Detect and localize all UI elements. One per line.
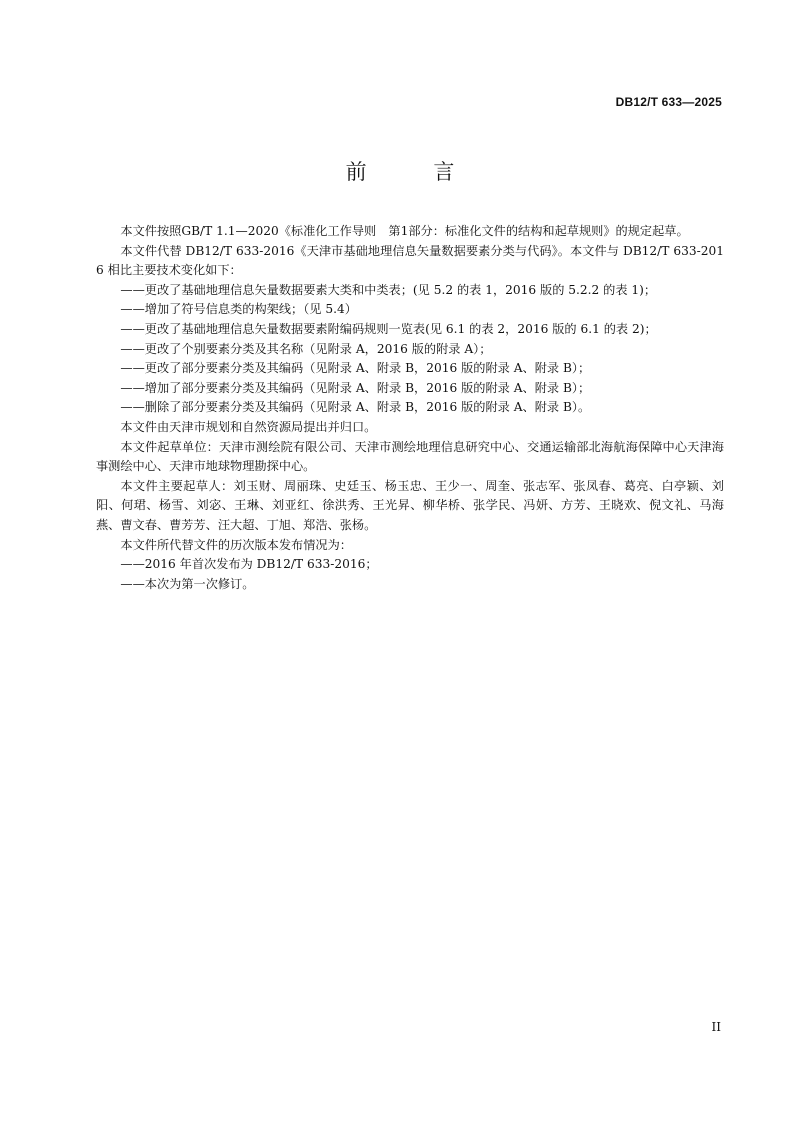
change-item: ——增加了符号信息类的构架线；（见 5.4） (120, 302, 357, 317)
page-number: II (711, 1020, 721, 1034)
change-item: ——更改了基础地理信息矢量数据要素附编码规则一览表(见 6.1 的表 2，2016 版的 6.1 的表 2)； (120, 321, 657, 336)
change-item: ——增加了部分要素分类及其编码（见附录 A、附录 B，2016 版的附录 A、附录 B）； (120, 380, 591, 395)
change-item: ——更改了个别要素分类及其名称（见附录 A，2016 版的附录 A）； (120, 341, 492, 356)
paragraph-proposer: 本文件由天津市规划和自然资源局提出并归口。 (120, 419, 377, 434)
foreword-body (96, 222, 724, 594)
paragraph-history-intro: 本文件所代替文件的历次版本发布情况为： (120, 537, 352, 552)
history-item: ——2016 年首次发布为 DB12/T 633-2016； (120, 557, 378, 572)
paragraph-drafting-rules: 本文件按照GB/T 1.1—2020《标准化工作导则 第1部分：标准化文件的结构和起草规则》的规定起草。 (120, 224, 689, 238)
paragraph-drafters: 本文件主要起草人：刘玉财、周丽珠、史廷玉、杨玉忠、王少一、周奎、张志军、张凤春、葛亮、白亭颖、刘阳、何珺、杨雪、刘宓、王琳、刘亚红、徐洪秀、王光昇、柳华桥、张学民、冯妍、方芳、王晓欢、倪文礼、马海燕、曹文春、曹芳芳、汪大超、丁旭、郑浩、张杨。 (96, 478, 724, 532)
change-item: ——更改了部分要素分类及其编码（见附录 A、附录 B，2016 版的附录 A、附录 B）； (120, 361, 591, 376)
page-title: 前 言 (345, 160, 485, 184)
change-item: ——更改了基础地理信息矢量数据要素大类和中类表；(见 5.2 的表 1，2016 版的 5.2.2 的表 1)； (120, 282, 657, 297)
standard-code: DB12/T 633—2025 (615, 95, 722, 109)
paragraph-replacement: 本文件代替 DB12/T 633-2016《天津市基础地理信息矢量数据要素分类与代码》。本文件与 DB12/T 633-2016 相比主要技术变化如下： (96, 243, 724, 278)
history-item: ——本次为第一次修订。 (120, 576, 255, 591)
paragraph-drafting-units: 本文件起草单位：天津市测绘院有限公司、天津市测绘地理信息研究中心、交通运输部北海航海保障中心天津海事测绘中心、天津市地球物理勘探中心。 (96, 439, 724, 474)
change-item: ——删除了部分要素分类及其编码（见附录 A、附录 B，2016 版的附录 A、附录 B）。 (120, 400, 591, 415)
